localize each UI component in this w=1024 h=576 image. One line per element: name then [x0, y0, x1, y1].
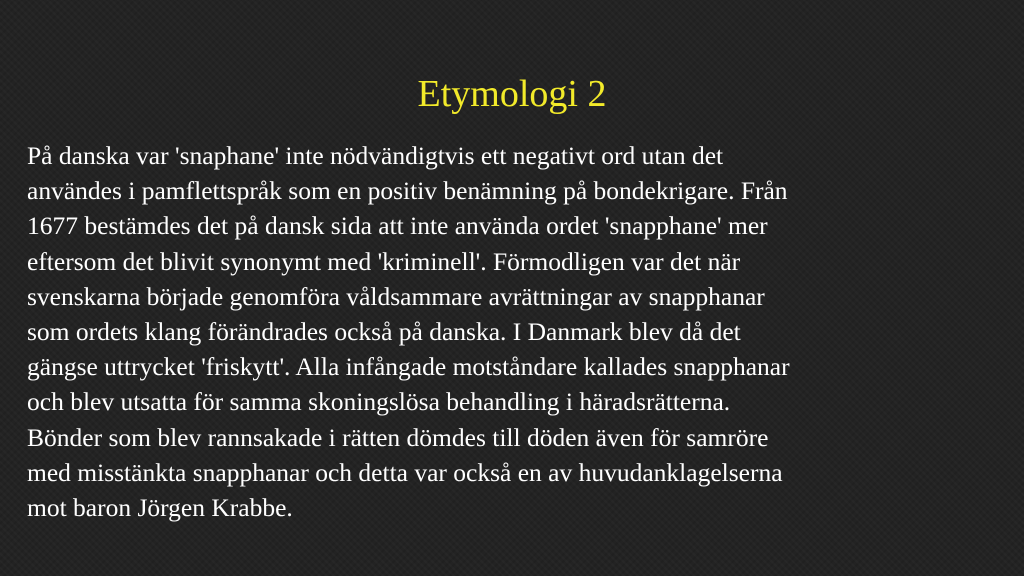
body-line: eftersom det blivit synonymt med 'kriminell'. Förmodligen var det när	[27, 246, 741, 276]
body-line: med misstänkta snapphanar och detta var också en av huvudanklagelserna	[27, 457, 783, 487]
body-line: gängse uttrycket 'friskytt'. Alla infångade motståndare kallades snapphanar	[27, 352, 790, 382]
body-line: användes i pamflettspråk som en positiv benämning på bondekrigare. Från	[27, 176, 788, 206]
body-line: Bönder som blev rannsakade i rätten dömdes till döden även för samröre	[27, 422, 769, 452]
body-line: svenskarna började genomföra våldsammare avrättningar av snapphanar	[27, 281, 765, 311]
body-line: 1677 bestämdes det på dansk sida att inte använda ordet 'snapphane' mer	[27, 211, 768, 241]
body-line: På danska var 'snaphane' inte nödvändigtvis ett negativt ord utan det	[27, 141, 724, 170]
body-line: mot baron Jörgen Krabbe.	[27, 493, 293, 523]
body-line: och blev utsatta för samma skoningslösa behandling i häradsrätterna.	[27, 387, 731, 417]
slide-title: Etymologi 2	[417, 73, 607, 115]
body-line: som ordets klang förändrades också på danska. I Danmark blev då det	[27, 317, 741, 347]
slide-body-text	[27, 138, 999, 525]
